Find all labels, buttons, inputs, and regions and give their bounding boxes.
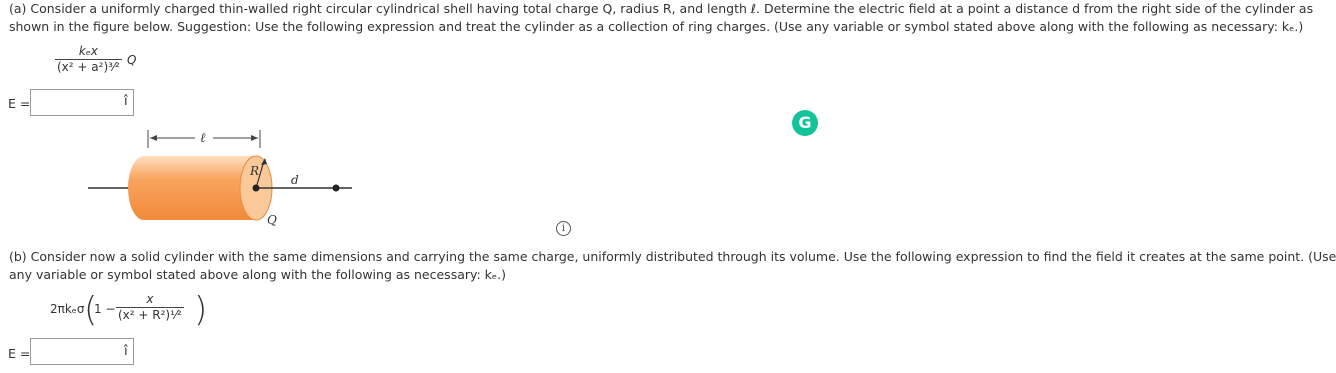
info-icon[interactable]: i	[556, 221, 571, 236]
cylinder-figure	[70, 118, 370, 233]
part-a-line-1: (a) Consider a uniformly charged thin-walled right circular cylindrical shell having total charge Q, radius R, and length ℓ. Determine the electric field at a point a distance d from the right side of the cylinder as	[9, 1, 1314, 16]
part-a-formula-charge: Q	[127, 53, 137, 67]
right-paren: )	[194, 290, 208, 330]
part-a-formula-numerator: kₑx	[78, 44, 98, 58]
part-b-fraction	[116, 292, 184, 323]
part-a-question	[9, 0, 1313, 36]
part-b-unit-vector: î	[124, 344, 128, 359]
field-point	[333, 185, 340, 192]
part-b-formula-one: 1 −	[94, 302, 116, 316]
part-b-answer-input[interactable]	[30, 338, 134, 365]
grammarly-icon[interactable]: G	[792, 110, 818, 136]
part-b-question	[9, 248, 1336, 284]
part-a-unit-vector: î	[124, 94, 128, 109]
part-a-line-2: shown in the figure below. Suggestion: Use the following expression and treat the cylinder as a collection of ring charges. (Use any variable or symbol stated above along with the following as necessary: kₑ.)	[9, 19, 1304, 34]
part-b-formula-denominator: (x² + R²)¹⁄²	[118, 308, 182, 322]
part-b-formula	[50, 292, 210, 332]
part-b-answer-label: E =	[8, 346, 31, 361]
part-a-formula-denominator: (x² + a²)³⁄²	[57, 60, 120, 74]
part-b-line-2: any variable or symbol stated above along with the following as necessary: kₑ.)	[9, 267, 506, 282]
part-a-answer-input[interactable]	[30, 89, 134, 116]
part-b-formula-numerator: x	[146, 292, 154, 306]
part-b-line-1: (b) Consider now a solid cylinder with the same dimensions and carrying the same charge, uniformly distributed through its volume. Use the following expression to find the field it creates at the same point. (Use	[9, 249, 1336, 264]
part-a-formula	[55, 44, 122, 75]
distance-label: d	[291, 173, 299, 187]
charge-label: Q	[267, 213, 277, 227]
radius-label: R	[250, 164, 260, 178]
cylinder-end-center	[253, 185, 260, 192]
part-a-answer-label: E =	[8, 96, 31, 111]
left-paren: (	[84, 290, 98, 330]
length-label: ℓ	[200, 131, 206, 146]
part-b-formula-prefix: 2πkₑσ	[50, 302, 85, 316]
